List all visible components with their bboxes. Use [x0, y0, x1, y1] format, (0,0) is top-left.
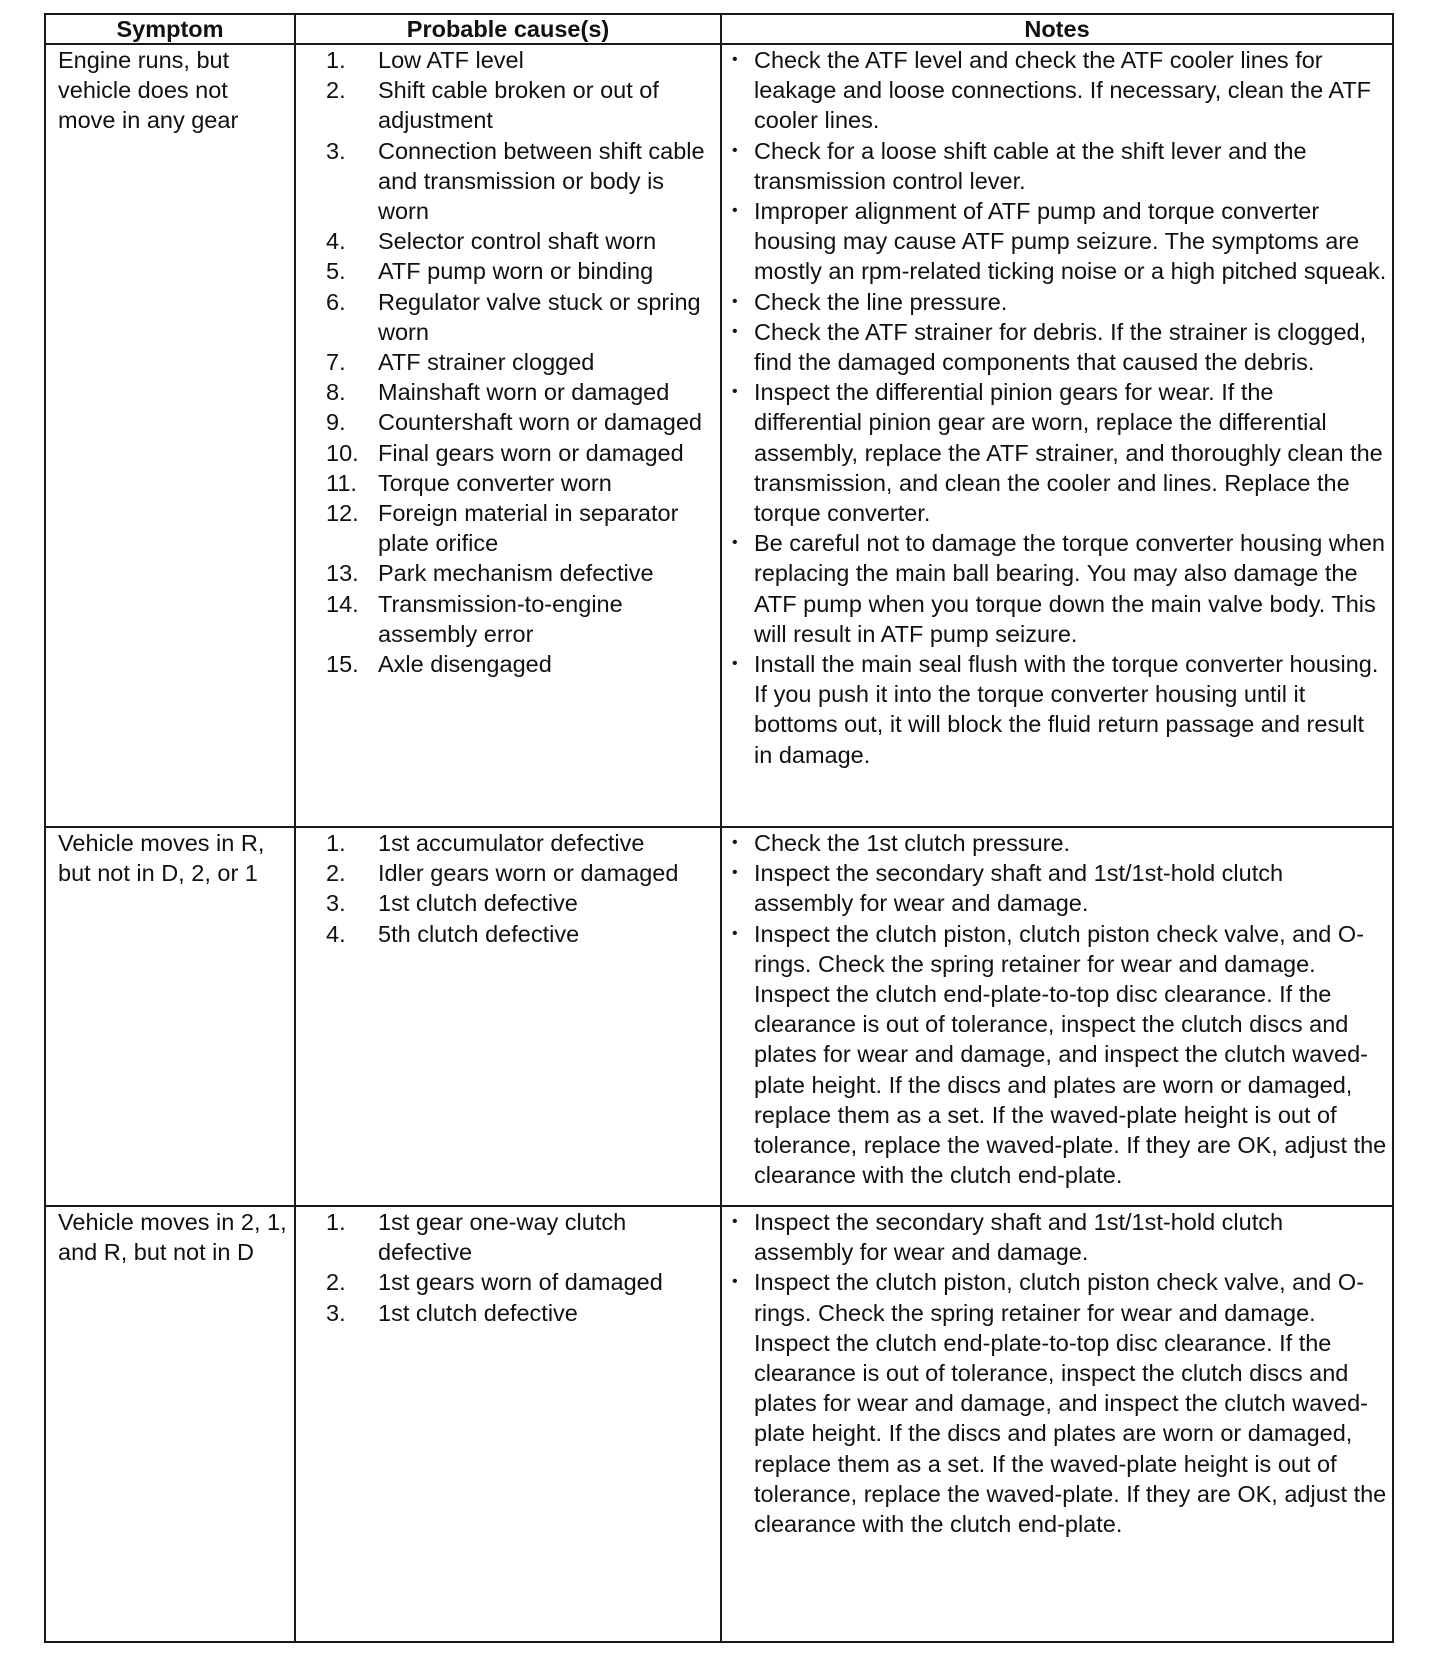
note-item [732, 528, 1388, 649]
bullet-icon: • [732, 834, 738, 851]
cause-item [296, 1207, 716, 1267]
cause-text: Shift cable broken or out of adjustment [378, 77, 659, 134]
troubleshooting-table [44, 13, 1394, 1643]
note-text: Check the line pressure. [754, 288, 1008, 315]
cause-text: ATF pump worn or binding [378, 258, 654, 285]
table-row [45, 827, 1393, 1206]
note-item [732, 858, 1388, 918]
note-list [732, 45, 1388, 770]
table-header-row [45, 14, 1393, 44]
cause-number: 14. [326, 590, 359, 617]
note-text: Inspect the secondary shaft and 1st/1st-hold clutch assembly for wear and damage. [754, 860, 1284, 917]
cause-list [296, 1207, 716, 1328]
bullet-icon: • [732, 1213, 738, 1230]
cause-number: 7. [326, 349, 346, 376]
bullet-icon: • [732, 51, 738, 68]
cause-number: 4. [326, 228, 346, 255]
cause-item [296, 589, 716, 649]
note-text: Be careful not to damage the torque converter housing when replacing the main ball bearing. You may also damage the ATF pump when you torque down the main valve body. This will result in ATF pump seizure. [754, 530, 1385, 647]
cause-item [296, 888, 716, 918]
symptom-cell: Vehicle moves in R, but not in D, 2, or 1 [45, 827, 295, 1206]
cause-number: 1. [326, 830, 346, 856]
cause-number: 8. [326, 379, 346, 406]
cause-number: 13. [326, 560, 359, 587]
cause-item [296, 468, 716, 498]
cause-text: Countershaft worn or damaged [378, 409, 702, 436]
cause-text: Torque converter worn [378, 469, 612, 496]
notes-cell [721, 44, 1393, 827]
header-probable-causes: Probable cause(s) [295, 14, 721, 44]
cause-number: 2. [326, 77, 346, 104]
cause-text: 5th clutch defective [378, 920, 580, 947]
symptom-cell: Engine runs, but vehicle does not move in any gear [45, 44, 295, 827]
cause-item [296, 377, 716, 407]
notes-cell [721, 827, 1393, 1206]
cause-item [296, 1298, 716, 1328]
causes-cell [295, 827, 721, 1206]
cause-number: 12. [326, 500, 359, 527]
table-row [45, 44, 1393, 827]
cause-item [296, 287, 716, 347]
cause-text: Selector control shaft worn [378, 228, 657, 255]
cause-text: Mainshaft worn or damaged [378, 379, 670, 406]
cause-item [296, 498, 716, 558]
bullet-icon: • [732, 292, 738, 310]
note-item [732, 1207, 1388, 1267]
notes-cell [721, 1206, 1393, 1642]
cause-item [296, 136, 716, 227]
cause-text: 1st accumulator defective [378, 830, 645, 856]
cause-text: 1st gears worn of damaged [378, 1269, 663, 1296]
bullet-icon: • [732, 864, 738, 882]
header-notes: Notes [721, 14, 1393, 44]
cause-item [296, 558, 716, 588]
note-list [732, 828, 1388, 1190]
cause-item [296, 649, 716, 679]
cause-number: 1. [326, 1209, 346, 1235]
cause-text: ATF strainer clogged [378, 349, 595, 376]
cause-number: 3. [326, 890, 346, 917]
cause-number: 2. [326, 1269, 346, 1296]
note-list [732, 1207, 1388, 1539]
cause-list [296, 45, 716, 679]
cause-item [296, 828, 716, 858]
causes-cell [295, 44, 721, 827]
bullet-icon: • [732, 655, 738, 673]
cause-number: 11. [326, 469, 357, 496]
note-item [732, 919, 1388, 1191]
note-text: Inspect the secondary shaft and 1st/1st-hold clutch assembly for wear and damage. [754, 1209, 1284, 1266]
note-item [732, 649, 1388, 770]
cause-number: 9. [326, 409, 346, 436]
note-text: Check the 1st clutch pressure. [754, 830, 1071, 856]
cause-number: 3. [326, 137, 346, 164]
cause-item [296, 438, 716, 468]
bullet-icon: • [732, 383, 738, 401]
bullet-icon: • [732, 1273, 738, 1291]
cause-text: Low ATF level [378, 47, 524, 73]
table-body [45, 44, 1393, 1642]
cause-text: Park mechanism defective [378, 560, 654, 587]
table-row [45, 1206, 1393, 1642]
cause-number: 10. [326, 439, 359, 466]
cause-text: Transmission-to-engine assembly error [378, 590, 623, 647]
header-symptom: Symptom [45, 14, 295, 44]
note-text: Check the ATF strainer for debris. If the strainer is clogged, find the damaged components that caused the debris. [754, 318, 1367, 376]
cause-text: 1st clutch defective [378, 890, 578, 917]
note-text: Inspect the clutch piston, clutch piston check valve, and O-rings. Check the spring retainer for wear and damage. Inspect the clutch end-plate-to-top disc clearance. If the clearance is out of tolerance, inspect the clutch discs and plates for wear and damage, and inspect the clutch waved-plate height. If the discs and plates are worn or damaged, replace them as a set. If the waved-plate height is out of tolerance, replace the waved-plate. If they are OK, adjust the clearance with the clutch end-plate. [754, 920, 1387, 1189]
note-item [732, 828, 1388, 858]
cause-number: 15. [326, 651, 359, 678]
cause-item [296, 407, 716, 437]
note-item [732, 377, 1388, 528]
note-text: Improper alignment of ATF pump and torque converter housing may cause ATF pump seizure. The symptoms are mostly an rpm-related ticking noise or a high pitched squeak. [754, 198, 1387, 285]
cause-item [296, 858, 716, 888]
cause-number: 4. [326, 920, 346, 947]
note-text: Install the main seal flush with the torque converter housing. If you push it into the torque converter housing until it bottoms out, it will block the fluid return passage and result in damage. [754, 651, 1379, 768]
cause-number: 1. [326, 47, 346, 73]
causes-cell [295, 1206, 721, 1642]
cause-number: 3. [326, 1299, 346, 1326]
cause-text: Regulator valve stuck or spring worn [378, 288, 701, 345]
symptom-cell: Vehicle moves in 2, 1, and R, but not in D [45, 1206, 295, 1642]
cause-text: Idler gears worn or damaged [378, 860, 679, 887]
troubleshooting-sheet [44, 13, 1392, 1643]
cause-item [296, 45, 716, 75]
bullet-icon: • [732, 924, 738, 942]
note-item [732, 317, 1388, 377]
cause-list [296, 828, 716, 949]
cause-text: Final gears worn or damaged [378, 439, 684, 466]
cause-item [296, 1267, 716, 1297]
cause-number: 5. [326, 258, 346, 285]
cause-number: 6. [326, 288, 346, 315]
cause-item [296, 256, 716, 286]
note-item [732, 287, 1388, 317]
bullet-icon: • [732, 202, 738, 220]
cause-text: Axle disengaged [378, 651, 552, 678]
note-item [732, 196, 1388, 287]
cause-item [296, 226, 716, 256]
cause-item [296, 919, 716, 949]
cause-text: 1st clutch defective [378, 1299, 578, 1326]
note-item [732, 1267, 1388, 1539]
note-item [732, 136, 1388, 196]
bullet-icon: • [732, 534, 738, 552]
note-text: Inspect the clutch piston, clutch piston check valve, and O-rings. Check the spring retainer for wear and damage. Inspect the clutch end-plate-to-top disc clearance. If the clearance is out of tolerance, inspect the clutch discs and plates for wear and damage, and inspect the clutch waved-plate height. If the discs and plates are worn or damaged, replace them as a set. If the waved-plate height is out of tolerance, replace the waved-plate. If they are OK, adjust the clearance with the clutch end-plate. [754, 1269, 1387, 1538]
cause-item [296, 347, 716, 377]
note-text: Check the ATF level and check the ATF cooler lines for leakage and loose connections. If necessary, clean the ATF cooler lines. [754, 47, 1372, 134]
cause-text: Connection between shift cable and transmission or body is worn [378, 137, 705, 225]
cause-item [296, 75, 716, 135]
cause-text: Foreign material in separator plate orifice [378, 500, 679, 557]
note-text: Check for a loose shift cable at the shift lever and the transmission control lever. [754, 137, 1307, 194]
cause-text: 1st gear one-way clutch defective [378, 1209, 627, 1266]
cause-number: 2. [326, 860, 346, 887]
note-text: Inspect the differential pinion gears for wear. If the differential pinion gear are worn, replace the differential assembly, replace the ATF strainer, and thoroughly clean the transmission, and clean the cooler and lines. Replace the torque converter. [754, 379, 1383, 527]
bullet-icon: • [732, 141, 738, 159]
note-item [732, 45, 1388, 136]
bullet-icon: • [732, 322, 738, 340]
